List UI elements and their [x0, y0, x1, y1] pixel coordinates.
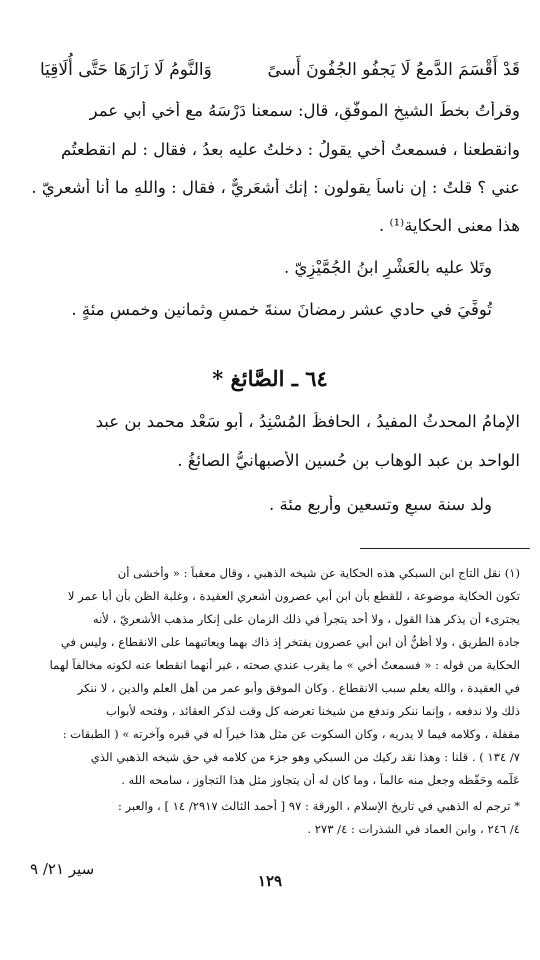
verse-hemistich-1: قَدْ أَقْسَمَ الدَّمعُ لَا يَجفُو الجُفُونَ أَسىً — [267, 60, 520, 80]
paragraph-line: عني ؟ قلتُ : إن ناساً يقولون : إنك أشعَريٌّ ، فقال : واللهِ ما أنا أشعريّ . — [31, 178, 520, 197]
footnote-line: عَلّمه وحَفّظه وجعل منه عالماً ، وما كان له أن يتجاوز مثل هذا التجاوز ، سامحه الله . — [121, 773, 520, 787]
footnote-line: الحكاية من قوله : « فسمعتُ أخي » ما يقرب عندي صحته ، غير أنهما انقطعا عنه لكونه مخالفاً لهما — [49, 658, 520, 672]
signature-mark: سير ٢١/ ٩ — [30, 860, 95, 878]
footnote-line: ذلك ولا ندفعه ، وإنما ننكر وندفع من شيخنا تعرضه كل وقت لذكر العقائد ، وفتحه لأبواب — [106, 704, 520, 718]
footnote-line: * ترجم له الذهبي في تاريخ الإسلام ، الورقة : ٩٧ [ أحمد الثالث ٢٩١٧/ ١٤ ] ، والعبر : — [117, 799, 520, 813]
footnote-line: في العقيدة ، والله يعلم سبب الانقطاع . وكان الموفق وأبو عمر من أهل العلم والدين ، لا ننكر — [77, 681, 520, 695]
paragraph-line: تُوفِّيَ في حادي عشر رمضانَ سنةَ خمسٍ وثمانين وخمسِ مئةٍ . — [71, 300, 492, 319]
footnote-line: ٤/ ٢٤٦ ، وابن العماد في الشذرات : ٤/ ٢٧٣ . — [307, 822, 520, 836]
footnote-line: مقفلة ، وكلامه فيما لا يدريه ، وكان السكوت عن مثل هذا خيراً له في قبره وآخرته » ( الطبقات : — [62, 727, 520, 741]
paragraph-line: وتَلا عليه بالعَشْرِ ابنُ الجُمَّيْزِيّ . — [284, 258, 492, 277]
paragraph-line: هذا معنى الحكاية⁽¹⁾ . — [378, 216, 520, 235]
footnote-line: تكون الحكاية موضوعة ، للقطع بأن ابن أبي عصرون أشعري العقيدة ، وغلبة الظن بأن أبا عمر لا — [67, 589, 520, 603]
verse-hemistich-2: وَالنَّومُ لَا زَارَهَا حَتَّى أُلَاقِيَا — [40, 60, 212, 80]
paragraph-line: وقرأتُ بخطِّ الشيخِ الموفَّقِ، قال: سمعنا دَرْسَهُ مع أخي أبي عمر — [89, 101, 520, 120]
footnote-line: جادة الطريق ، ولا أظنُّ أن ابن أبي عصرون يفتخر إذ ذاك بهما ويعاتبهما على الانقطاع ، وليس في — [60, 635, 520, 649]
entry-line: الإمامُ المحدثُ المفيدُ ، الحافظُ المُسْنِدُ ، أبو سَعْد محمد بن عبد — [95, 412, 520, 431]
entry-heading: ٦٤ ـ الصَّائغ * — [212, 366, 328, 391]
footnote-line: (١) نقل التاج ابن السبكي هذه الحكاية عن شيخه الذهبي ، وقال معقباً : « وأخشى أن — [117, 566, 520, 580]
paragraph-line: وانقطعنا ، فسمعتُ أخي يقولُ : دخلتُ عليه بعدُ ، فقال : لم انقطعتُم — [60, 140, 520, 159]
entry-line: الواحد بن عبد الوهاب بن حُسين الأصبهانيُّ الصائغُ . — [177, 451, 520, 470]
footnote-separator — [360, 548, 530, 549]
footnote-line: ٧/ ١٣٤ ) . قلنا : وهذا نقد ركيك من السبكي وهو جزء من كلامه في حق شيخه الذهبي الذي — [90, 750, 520, 764]
entry-line: ولد سنة سبعٍ وتسعين وأربع مئة . — [269, 495, 492, 514]
page-number: ١٢٩ — [257, 872, 283, 890]
footnote-line: يجترىء أن يذكر هذا القول ، ولا أحد يتجرأ في ذلك الزمان على إنكار مذهب الأشعريّ ، لأنه — [92, 612, 520, 626]
